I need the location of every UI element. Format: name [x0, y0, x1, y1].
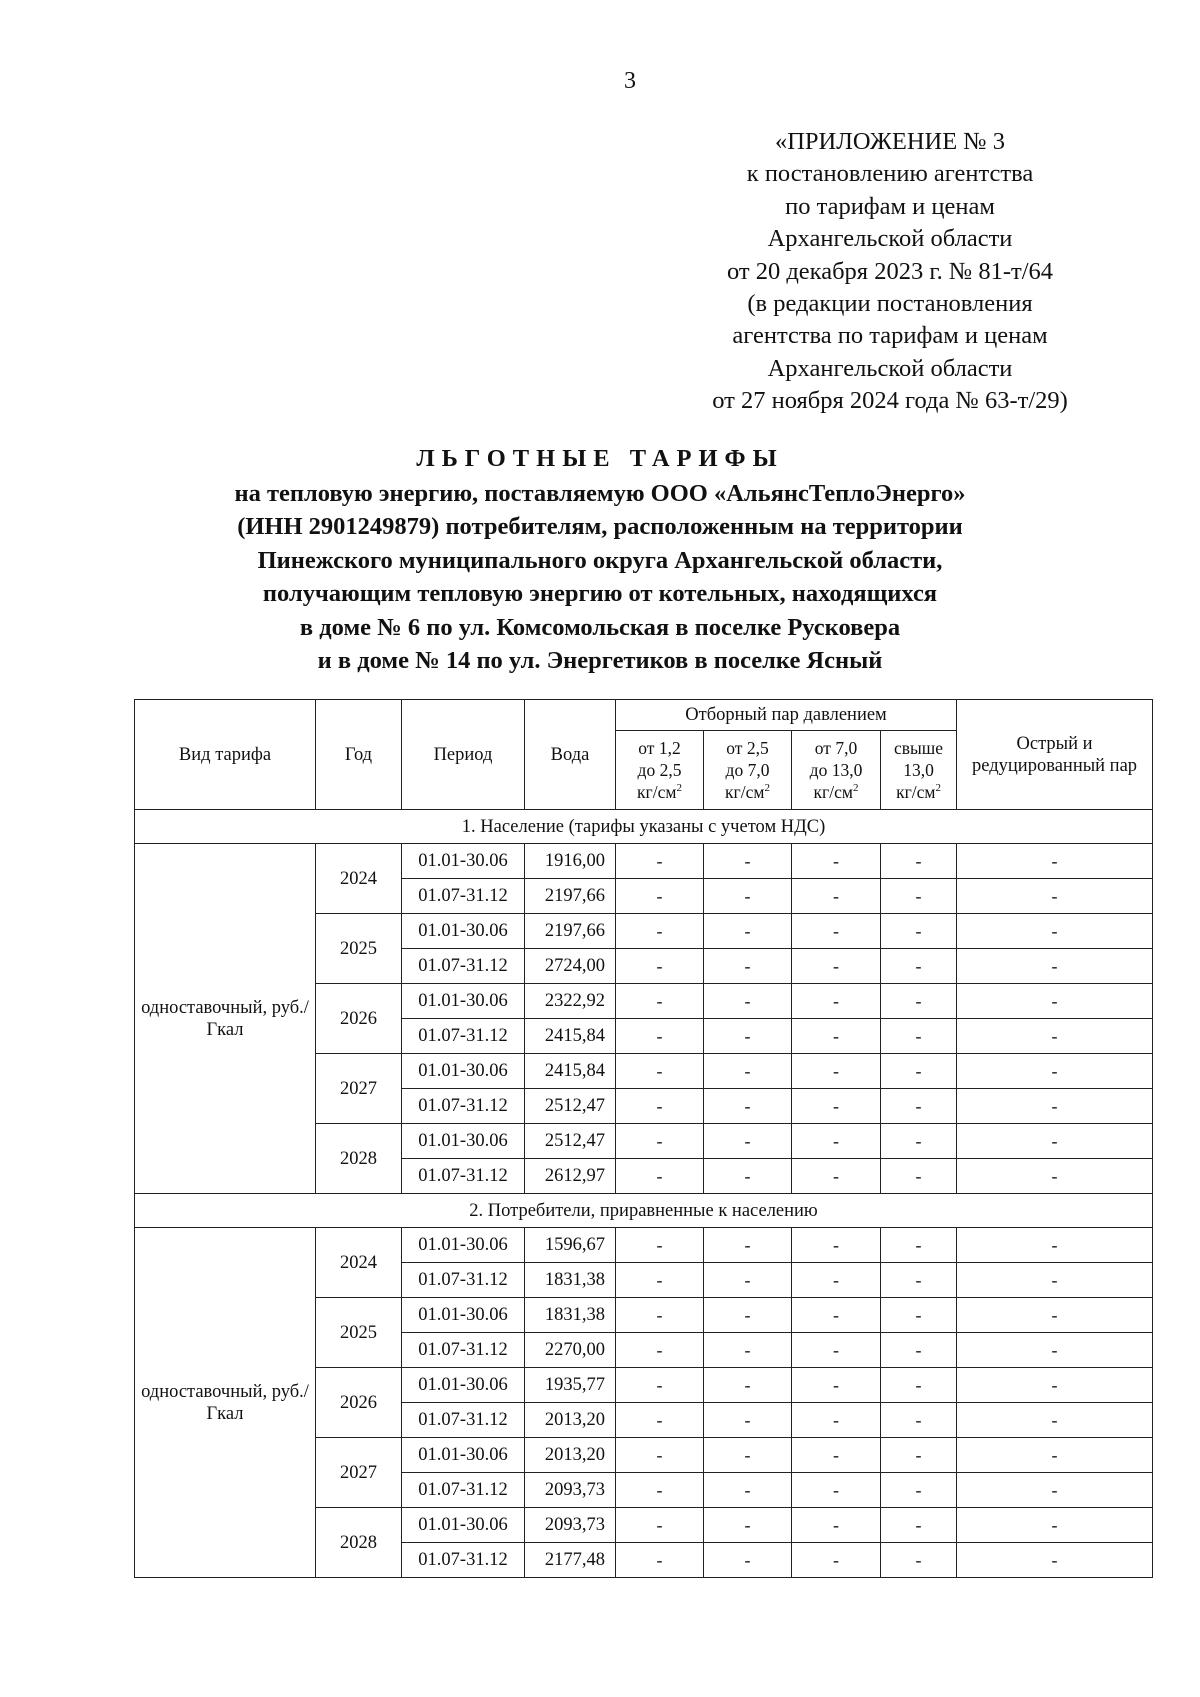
sharp-steam-value-cell: - — [957, 1543, 1153, 1578]
period-cell: 01.07-31.12 — [402, 1333, 525, 1368]
sharp-steam-value-cell: - — [957, 914, 1153, 949]
appendix-line: агентства по тарифам и ценам — [732, 322, 1048, 350]
sharp-steam-value-cell: - — [957, 1403, 1153, 1438]
steam-value-cell: - — [616, 984, 704, 1019]
steam-value-cell: - — [616, 1403, 704, 1438]
title-heading: ЛЬГОТНЫЕ ТАРИФЫ — [416, 445, 784, 472]
water-value-cell: 2177,48 — [525, 1543, 616, 1578]
header-period: Период — [402, 700, 525, 810]
water-value-cell: 2612,97 — [525, 1159, 616, 1194]
year-cell: 2024 — [316, 844, 402, 914]
period-cell: 01.07-31.12 — [402, 1263, 525, 1298]
header-water: Вода — [525, 700, 616, 810]
year-cell: 2027 — [316, 1438, 402, 1508]
sharp-steam-value-cell: - — [957, 879, 1153, 914]
steam-value-cell: - — [792, 1263, 881, 1298]
steam-value-cell: - — [616, 1124, 704, 1159]
table-row — [135, 844, 1153, 879]
title-line: получающим тепловую энергию от котельных, находящихся — [262, 580, 938, 607]
steam-value-cell: - — [881, 1333, 957, 1368]
steam-value-cell: - — [881, 984, 957, 1019]
title-line: и в доме № 14 по ул. Энергетиков в поселке Ясный — [317, 647, 883, 674]
steam-value-cell: - — [881, 879, 957, 914]
steam-value-cell: - — [616, 1228, 704, 1263]
period-cell: 01.07-31.12 — [402, 1019, 525, 1054]
water-value-cell: 1935,77 — [525, 1368, 616, 1403]
header-row — [135, 700, 1153, 731]
steam-value-cell: - — [881, 1438, 957, 1473]
appendix-line: от 27 ноября 2024 года № 63-т/29) — [712, 387, 1068, 415]
steam-value-cell: - — [616, 1263, 704, 1298]
steam-value-cell: - — [704, 1473, 792, 1508]
document-title — [150, 442, 1050, 678]
steam-value-cell: - — [616, 1089, 704, 1124]
sharp-steam-value-cell: - — [957, 1228, 1153, 1263]
page-number: 3 — [624, 68, 636, 94]
header-sharp-steam: Острый и редуцированный пар — [957, 700, 1153, 810]
sharp-steam-value-cell: - — [957, 844, 1153, 879]
steam-value-cell: - — [704, 1403, 792, 1438]
water-value-cell: 1831,38 — [525, 1263, 616, 1298]
year-cell: 2028 — [316, 1508, 402, 1578]
appendix-line: «ПРИЛОЖЕНИЕ № 3 — [774, 128, 1006, 155]
steam-value-cell: - — [616, 1508, 704, 1543]
period-cell: 01.01-30.06 — [402, 914, 525, 949]
header-year: Год — [316, 700, 402, 810]
header-steam-col: от 1,2 до 2,5 $кг/см^2$ — [616, 731, 704, 810]
steam-value-cell: - — [616, 949, 704, 984]
table-row — [135, 1228, 1153, 1263]
water-value-cell: 1596,67 — [525, 1228, 616, 1263]
appendix-line: от 20 декабря 2023 г. № 81-т/64 — [726, 257, 1054, 285]
sharp-steam-value-cell: - — [957, 1089, 1153, 1124]
steam-value-cell: - — [704, 1438, 792, 1473]
header-steam-group: Отборный пар давлением — [616, 700, 957, 731]
period-cell: 01.01-30.06 — [402, 984, 525, 1019]
appendix-line: Архангельской области — [767, 225, 1013, 253]
appendix-line: по тарифам и ценам — [785, 192, 995, 220]
sharp-steam-value-cell: - — [957, 1473, 1153, 1508]
sharp-steam-value-cell: - — [957, 1019, 1153, 1054]
water-value-cell: 2013,20 — [525, 1438, 616, 1473]
header-tariff-type: Вид тарифа — [135, 700, 316, 810]
section-title: 2. Потребители, приравненные к населению — [135, 1194, 1153, 1228]
sharp-steam-value-cell: - — [957, 1159, 1153, 1194]
steam-value-cell: - — [704, 1054, 792, 1089]
steam-value-cell: - — [881, 1473, 957, 1508]
water-value-cell: 2197,66 — [525, 914, 616, 949]
water-value-cell: 2512,47 — [525, 1124, 616, 1159]
steam-value-cell: - — [881, 1368, 957, 1403]
water-value-cell: 1916,00 — [525, 844, 616, 879]
steam-value-cell: - — [792, 914, 881, 949]
steam-value-cell: - — [616, 914, 704, 949]
steam-value-cell: - — [792, 1054, 881, 1089]
steam-value-cell: - — [881, 1019, 957, 1054]
water-value-cell: 1831,38 — [525, 1298, 616, 1333]
water-value-cell: 2013,20 — [525, 1403, 616, 1438]
water-value-cell: 2270,00 — [525, 1333, 616, 1368]
period-cell: 01.01-30.06 — [402, 1438, 525, 1473]
year-cell: 2028 — [316, 1124, 402, 1194]
steam-value-cell: - — [704, 949, 792, 984]
period-cell: 01.01-30.06 — [402, 1368, 525, 1403]
period-cell: 01.01-30.06 — [402, 1228, 525, 1263]
period-cell: 01.01-30.06 — [402, 1054, 525, 1089]
water-value-cell: 2415,84 — [525, 1054, 616, 1089]
section-row — [135, 1194, 1153, 1228]
year-cell: 2026 — [316, 984, 402, 1054]
water-value-cell: 2415,84 — [525, 1019, 616, 1054]
year-cell: 2027 — [316, 1054, 402, 1124]
year-cell: 2026 — [316, 1368, 402, 1438]
steam-value-cell: - — [704, 1298, 792, 1333]
title-line: на тепловую энергию, поставляемую ООО «АльянсТеплоЭнерго» — [234, 479, 966, 507]
steam-value-cell: - — [704, 1019, 792, 1054]
tariff-type-cell: одноставочный, руб./Гкал — [135, 1228, 316, 1578]
steam-value-cell: - — [616, 1543, 704, 1578]
title-line: Пинежского муниципального округа Архангельской области, — [257, 546, 943, 574]
water-value-cell: 2093,73 — [525, 1508, 616, 1543]
steam-value-cell: - — [792, 1333, 881, 1368]
steam-value-cell: - — [792, 1368, 881, 1403]
steam-value-cell: - — [704, 1333, 792, 1368]
steam-value-cell: - — [704, 1508, 792, 1543]
steam-value-cell: - — [792, 1473, 881, 1508]
steam-value-cell: - — [792, 844, 881, 879]
period-cell: 01.01-30.06 — [402, 1508, 525, 1543]
period-cell: 01.07-31.12 — [402, 1543, 525, 1578]
water-value-cell: 2322,92 — [525, 984, 616, 1019]
steam-value-cell: - — [704, 1089, 792, 1124]
header-steam-col: свыше 13,0 $кг/см^2$ — [881, 731, 957, 810]
sharp-steam-value-cell: - — [957, 949, 1153, 984]
steam-value-cell: - — [792, 1228, 881, 1263]
steam-value-cell: - — [881, 844, 957, 879]
steam-value-cell: - — [881, 1124, 957, 1159]
header-steam-col: от 7,0 до 13,0 $кг/см^2$ — [792, 731, 881, 810]
steam-value-cell: - — [704, 914, 792, 949]
tariff-table — [134, 699, 1153, 1578]
section-row — [135, 810, 1153, 844]
steam-value-cell: - — [881, 1298, 957, 1333]
appendix-line: Архангельской области — [767, 354, 1013, 382]
steam-value-cell: - — [704, 1159, 792, 1194]
steam-value-cell: - — [792, 1089, 881, 1124]
steam-value-cell: - — [792, 1403, 881, 1438]
steam-value-cell: - — [616, 1019, 704, 1054]
tariff-type-cell: одноставочный, руб./Гкал — [135, 844, 316, 1194]
steam-value-cell: - — [704, 1368, 792, 1403]
section-title: 1. Население (тарифы указаны с учетом НДС) — [135, 810, 1153, 844]
header-steam-col: от 2,5 до 7,0 $кг/см^2$ — [704, 731, 792, 810]
period-cell: 01.01-30.06 — [402, 844, 525, 879]
sharp-steam-value-cell: - — [957, 1333, 1153, 1368]
year-cell: 2025 — [316, 1298, 402, 1368]
water-value-cell: 2197,66 — [525, 879, 616, 914]
steam-value-cell: - — [881, 1263, 957, 1298]
steam-value-cell: - — [792, 879, 881, 914]
sharp-steam-value-cell: - — [957, 1438, 1153, 1473]
period-cell: 01.07-31.12 — [402, 1473, 525, 1508]
steam-value-cell: - — [616, 1438, 704, 1473]
sharp-steam-value-cell: - — [957, 1368, 1153, 1403]
sharp-steam-value-cell: - — [957, 1298, 1153, 1333]
steam-value-cell: - — [616, 879, 704, 914]
appendix-line: (в редакции постановления — [747, 290, 1033, 318]
sharp-steam-value-cell: - — [957, 1124, 1153, 1159]
steam-value-cell: - — [704, 984, 792, 1019]
steam-value-cell: - — [881, 949, 957, 984]
steam-value-cell: - — [881, 1228, 957, 1263]
steam-value-cell: - — [704, 1228, 792, 1263]
period-cell: 01.07-31.12 — [402, 1403, 525, 1438]
year-cell: 2025 — [316, 914, 402, 984]
title-line: в доме № 6 по ул. Комсомольская в поселке Русковера — [299, 613, 901, 641]
steam-value-cell: - — [792, 1124, 881, 1159]
sharp-steam-value-cell: - — [957, 984, 1153, 1019]
appendix-line: к постановлению агентства — [746, 160, 1034, 188]
steam-value-cell: - — [881, 914, 957, 949]
steam-value-cell: - — [792, 984, 881, 1019]
steam-value-cell: - — [616, 1473, 704, 1508]
steam-value-cell: - — [792, 1298, 881, 1333]
steam-value-cell: - — [881, 1089, 957, 1124]
steam-value-cell: - — [792, 1543, 881, 1578]
steam-value-cell: - — [792, 1159, 881, 1194]
steam-value-cell: - — [881, 1403, 957, 1438]
title-line: (ИНН 2901249879) потребителям, расположенным на территории — [237, 513, 963, 540]
sharp-steam-value-cell: - — [957, 1054, 1153, 1089]
steam-value-cell: - — [704, 1124, 792, 1159]
appendix-reference — [630, 126, 1150, 418]
steam-value-cell: - — [704, 1543, 792, 1578]
period-cell: 01.07-31.12 — [402, 879, 525, 914]
steam-value-cell: - — [616, 1368, 704, 1403]
steam-value-cell: - — [881, 1054, 957, 1089]
year-cell: 2024 — [316, 1228, 402, 1298]
period-cell: 01.01-30.06 — [402, 1124, 525, 1159]
sharp-steam-value-cell: - — [957, 1263, 1153, 1298]
steam-value-cell: - — [704, 879, 792, 914]
steam-value-cell: - — [881, 1543, 957, 1578]
steam-value-cell: - — [792, 1508, 881, 1543]
steam-value-cell: - — [616, 844, 704, 879]
steam-value-cell: - — [704, 1263, 792, 1298]
period-cell: 01.07-31.12 — [402, 1159, 525, 1194]
steam-value-cell: - — [616, 1159, 704, 1194]
steam-value-cell: - — [792, 1438, 881, 1473]
water-value-cell: 2724,00 — [525, 949, 616, 984]
steam-value-cell: - — [704, 844, 792, 879]
period-cell: 01.07-31.12 — [402, 1089, 525, 1124]
steam-value-cell: - — [881, 1508, 957, 1543]
steam-value-cell: - — [616, 1298, 704, 1333]
steam-value-cell: - — [616, 1054, 704, 1089]
sharp-steam-value-cell: - — [957, 1508, 1153, 1543]
steam-value-cell: - — [792, 949, 881, 984]
steam-value-cell: - — [792, 1019, 881, 1054]
period-cell: 01.07-31.12 — [402, 949, 525, 984]
water-value-cell: 2093,73 — [525, 1473, 616, 1508]
water-value-cell: 2512,47 — [525, 1089, 616, 1124]
steam-value-cell: - — [881, 1159, 957, 1194]
steam-value-cell: - — [616, 1333, 704, 1368]
period-cell: 01.01-30.06 — [402, 1298, 525, 1333]
